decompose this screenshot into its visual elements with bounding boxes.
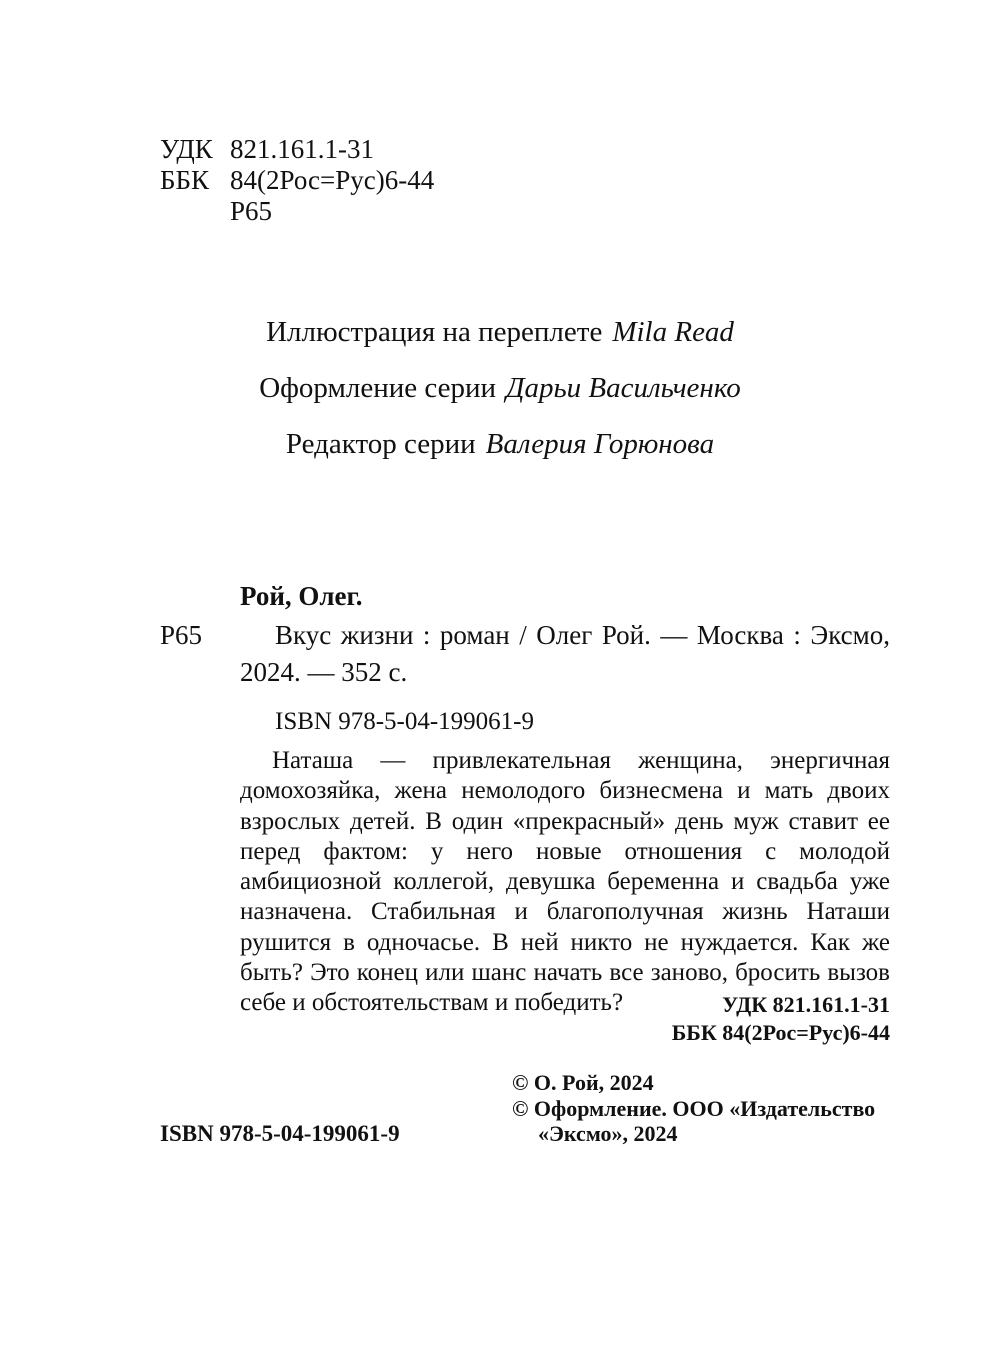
- entry-author: Рой, Олег.: [240, 581, 363, 611]
- copyright-design-line2: «Эксмо», 2024: [538, 1121, 678, 1146]
- copyright-author: © О. Рой, 2024: [512, 1070, 654, 1095]
- copyright-design-line1: © Оформление. ООО «Издательство: [512, 1096, 876, 1121]
- credit-series-editor: [0, 428, 1000, 461]
- udk-value: 821.161.1-31: [230, 134, 374, 164]
- udk-bottom: УДК 821.161.1-31: [722, 992, 890, 1017]
- credit-series-design: [0, 372, 1000, 405]
- entry-title-line: Вкус жизни : роман / Олег Рой. — Москва : Эксмо,: [275, 620, 890, 650]
- credit-role: Редактор серии: [285, 428, 476, 460]
- credit-name: Дарьи Васильченко: [506, 372, 741, 404]
- bbk-bottom: ББК 84(2Рос=Рус)6-44: [671, 1020, 890, 1045]
- credit-name: Валерия Горюнова: [485, 428, 715, 460]
- entry-isbn: ISBN 978-5-04-199061-9: [275, 708, 535, 735]
- credit-role: Иллюстрация на переплете: [266, 316, 603, 348]
- bbk-line: [160, 165, 560, 195]
- bbk-label: ББК: [160, 165, 210, 195]
- credit-role: Оформление серии: [259, 372, 496, 404]
- credit-name: Mila Read: [612, 316, 734, 348]
- entry-mark: Р65: [160, 620, 203, 650]
- credit-illustration: [0, 316, 1000, 349]
- author-mark-top: Р65: [230, 196, 273, 226]
- bbk-value: 84(2Рос=Рус)6-44: [230, 165, 435, 195]
- udk-label: УДК: [160, 134, 213, 164]
- entry-annotation: Наташа — привлекательная женщина, энергичная домохозяйка, жена немолодого бизнесмена и мать двоих взрослых детей. В один «прекрасный» день муж ставит ее перед фактом: у него новые отношения с молодой амбициозной коллегой, девушка беременна и свадьба уже назначена. Стабильная и благополучная жизнь Наташи рушится в одночасье. В ней никто не нуждается. Как же быть? Это конец или шанс начать все заново, бросить вызов себе и обстоятельствам и победить?: [240, 747, 890, 1017]
- entry-pub-line: 2024. — 352 с.: [240, 657, 408, 687]
- udk-line: [160, 134, 560, 164]
- footer-isbn: ISBN 978-5-04-199061-9: [160, 1121, 400, 1146]
